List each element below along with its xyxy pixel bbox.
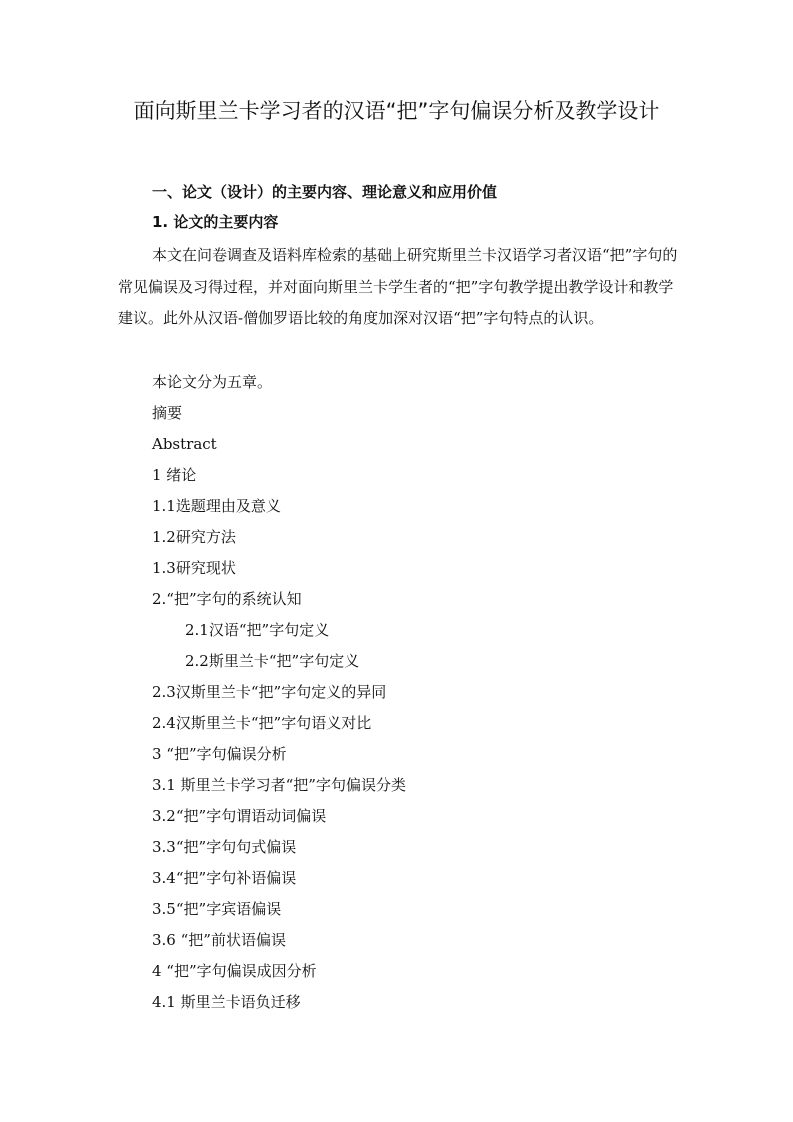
outline-item: 1.3研究现状 <box>152 559 236 577</box>
outline-item: 3.4“把”字句补语偏误 <box>152 869 297 887</box>
outline-item: 1 绪论 <box>152 466 197 484</box>
outline-item: 2.“把”字句的系统认知 <box>152 590 302 608</box>
outline-item: 3.2“把”字句谓语动词偏误 <box>152 807 327 825</box>
outline-item: 3 “把”字句偏误分析 <box>152 745 287 763</box>
intro-paragraph: 本文在问卷调查及语料库检索的基础上研究斯里兰卡汉语学习者汉语“把”字句的常见偏误及习得过程，并对面向斯里兰卡学生者的“把”字句教学提出教学设计和教学建议。此外从汉语-僧伽罗语比较的角度加深对汉语“把”字句特点的认识。 <box>118 246 678 327</box>
section-heading: 一、论文（设计）的主要内容、理论意义和应用价值 <box>152 183 498 201</box>
outline-item: 3.6 “把”前状语偏误 <box>152 931 286 949</box>
outline-item: 2.1汉语“把”字句定义 <box>185 621 330 639</box>
outline-item: 1.2研究方法 <box>152 528 236 546</box>
outline-item: 2.3汉斯里兰卡“把”字句定义的异同 <box>152 683 387 701</box>
outline-item: 3.1 斯里兰卡学习者“把”字句偏误分类 <box>152 776 406 794</box>
outline-item: 3.5“把”字宾语偏误 <box>152 900 282 918</box>
outline-item: Abstract <box>152 435 217 453</box>
outline-intro: 本论文分为五章。 <box>152 373 273 391</box>
outline-item: 3.3“把”字句句式偏误 <box>152 838 297 856</box>
subsection-heading: 1. 论文的主要内容 <box>152 213 279 231</box>
outline-item: 摘要 <box>152 404 183 422</box>
outline-item: 2.2斯里兰卡“把”字句定义 <box>185 652 360 670</box>
intro-paragraph-block <box>118 240 678 335</box>
outline-item: 4.1 斯里兰卡语负迁移 <box>152 993 301 1011</box>
outline-item: 4 “把”字句偏误成因分析 <box>152 962 317 980</box>
outline-item: 1.1选题理由及意义 <box>152 497 281 515</box>
outline-item: 2.4汉斯里兰卡“把”字句语义对比 <box>152 714 372 732</box>
document-title: 面向斯里兰卡学习者的汉语“把”字句偏误分析及教学设计 <box>133 99 660 123</box>
